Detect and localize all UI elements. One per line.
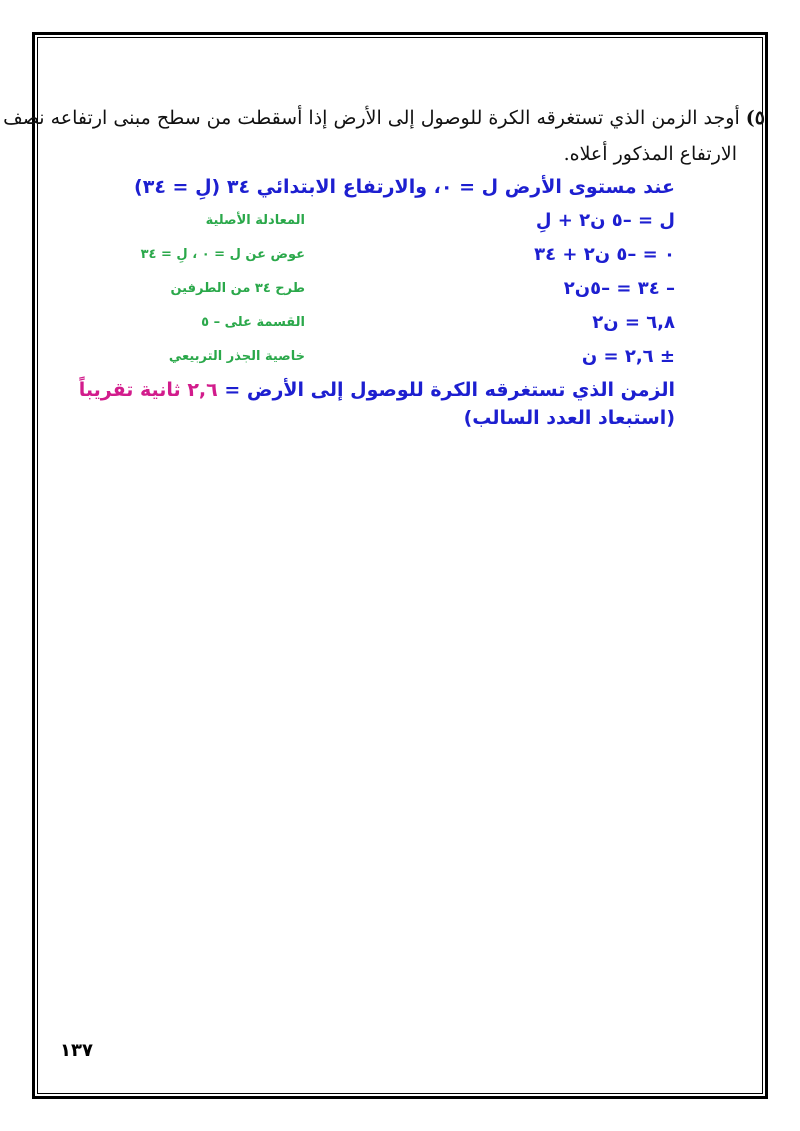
question-line-1: [3, 100, 765, 136]
step-equation: ± ٢,٦ = ن: [581, 346, 675, 367]
step-equation: ٠ = –٥ ن٢ + ٣٤: [534, 244, 675, 265]
question-text: أوجد الزمن الذي تستغرقه الكرة للوصول إلى الأرض إذا أسقطت من سطح مبنى ارتفاعه نصف: [3, 107, 740, 129]
final-answer: [60, 376, 765, 432]
solution-step: [60, 340, 765, 374]
answer-text: الزمن الذي تستغرقه الكرة للوصول إلى الأرض =: [217, 379, 675, 401]
worksheet-content: [3, 100, 765, 432]
answer-value: ٢,٦ ثانية تقريباً: [78, 379, 218, 401]
solution-step: [60, 272, 765, 306]
step-equation: – ٣٤ = –٥ن٢: [563, 278, 675, 299]
solution-step: [60, 238, 765, 272]
solution-step: [60, 204, 765, 238]
answer-note: (استبعاد العدد السالب): [463, 407, 675, 429]
solution-step: [60, 306, 765, 340]
given-conditions: عند مستوى الأرض ل = ٠، والارتفاع الابتدائي ٣٤ (لِ = ٣٤): [134, 176, 675, 198]
step-note: القسمة على – ٥: [201, 315, 305, 330]
page-number: ١٣٧: [60, 1040, 93, 1061]
question-line-2: الارتفاع المذكور أعلاه.: [563, 143, 737, 165]
question-number: ٥): [745, 107, 765, 129]
step-note: طرح ٣٤ من الطرفين: [170, 281, 305, 296]
step-equation: ل = –٥ ن٢ + لِ: [535, 210, 675, 231]
step-note: المعادلة الأصلية: [205, 213, 305, 228]
step-note: خاصية الجذر التربيعي: [168, 349, 305, 364]
step-note: عوض عن ل = ٠ ، لِ = ٣٤: [140, 247, 305, 262]
step-equation: ٦,٨ = ن٢: [592, 312, 675, 333]
